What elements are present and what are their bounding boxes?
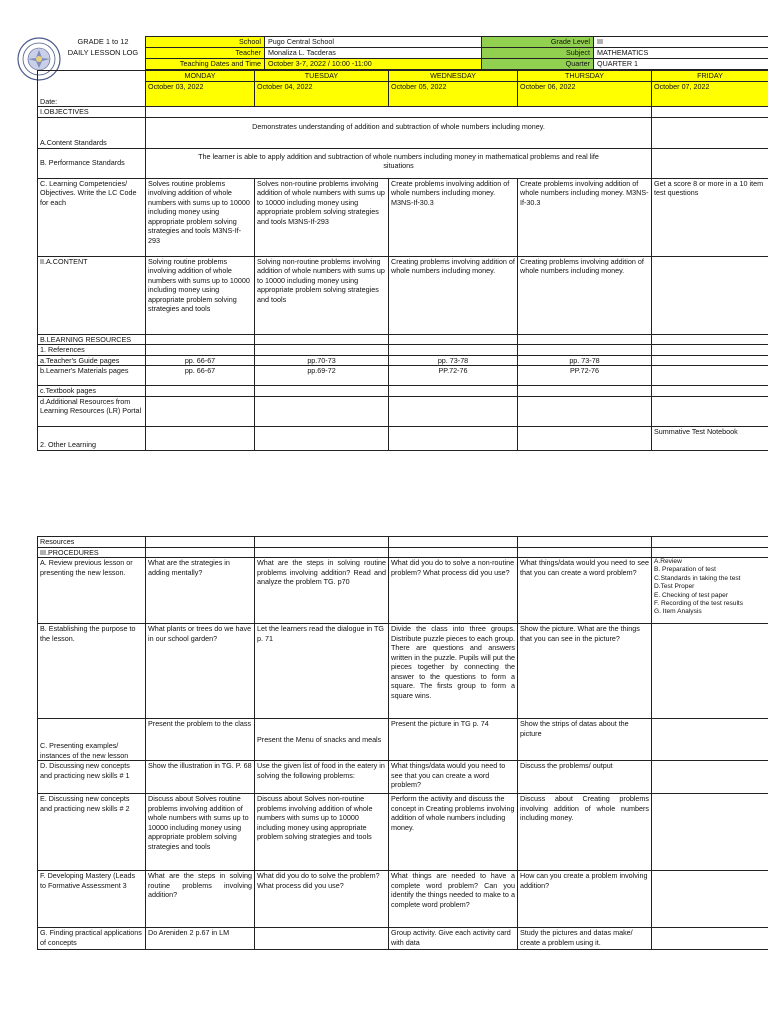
date-monday: October 03, 2022 — [146, 82, 255, 107]
lm-pages-thursday: PP.72-76 — [518, 366, 652, 386]
proc-e-label: E. Discussing new concepts and practicing new skills # 2 — [38, 794, 146, 871]
subject-value: MATHEMATICS — [594, 48, 768, 59]
procedures-heading: III.PROCEDURES — [38, 547, 146, 558]
tg-pages-wednesday: pp. 73-78 — [389, 355, 518, 366]
proc-f-tuesday: What did you do to solve the problem? What process did you use? — [255, 871, 389, 928]
school-value: Pugo Central School — [265, 37, 482, 48]
proc-c-label: C. Presenting examples/ instances of the new lesson — [38, 719, 146, 761]
tg-pages-friday — [652, 355, 768, 366]
school-label: School — [146, 37, 265, 48]
date-wednesday: October 05, 2022 — [389, 82, 518, 107]
performance-standards-label: B. Performance Standards — [38, 148, 146, 178]
date-friday: October 07, 2022 — [652, 82, 768, 107]
quarter-value: QUARTER 1 — [594, 59, 768, 70]
procedures-table — [37, 536, 768, 950]
proc-g-thursday: Study the pictures and datas make/ create a problem using it. — [518, 928, 652, 950]
header-info-table — [145, 36, 768, 70]
proc-d-wednesday: What things/data would you need to see that you can create a word problem? — [389, 761, 518, 794]
content-tuesday: Solving non-routine problems involving addition of whole numbers with sums up to 10000 including money using appropriate problem solving strategies and tools — [255, 256, 389, 334]
resources-label: Resources — [38, 537, 146, 548]
day-header-thursday: THURSDAY — [518, 71, 652, 82]
lm-pages-tuesday: pp.69-72 — [255, 366, 389, 386]
learning-resources-label: B.LEARNING RESOURCES — [38, 334, 146, 345]
competency-friday: Get a score 8 or more in a 10 item test questions — [652, 178, 768, 256]
log-title: DAILY LESSON LOG — [67, 48, 139, 57]
proc-d-monday: Show the illustration in TG. P. 68 — [146, 761, 255, 794]
teacher-value: Monaliza L. Tacderas — [265, 48, 482, 59]
competency-monday: Solves routine problems involving addition of whole numbers with sums up to 10000 including money using appropriate problem solving strategies and tools M3NS-If-293 — [146, 178, 255, 256]
proc-a-label: A. Review previous lesson or presenting the new lesson. — [38, 558, 146, 624]
other-learning-label: 2. Other Learning — [38, 426, 146, 450]
competency-wednesday: Create problems involving addition of whole numbers including money. M3NS-If-30.3 — [389, 178, 518, 256]
content-standards-value: Demonstrates understanding of addition and subtraction of whole numbers including money. — [146, 117, 652, 148]
proc-e-monday: Discuss about Solves routine problems involving addition of whole numbers with sums up to 10000 including money using appropriate problem solving strategies and tools — [146, 794, 255, 871]
proc-e-tuesday: Discuss about Solves non-routine problems involving addition of whole numbers with sums up to 10000 including money using appropriate problem solving strategies and tools — [255, 794, 389, 871]
teachers-guide-label: a.Teacher's Guide pages — [38, 355, 146, 366]
proc-d-tuesday: Use the given list of food in the eatery in solving the following problems: — [255, 761, 389, 794]
proc-a-monday: What are the strategies in adding mentally? — [146, 558, 255, 624]
competency-tuesday: Solves non-routine problems involving addition of whole numbers with sums up to 10000 including money using appropriate problem solving strategies and tools M3NS-If-293 — [255, 178, 389, 256]
lm-pages-friday — [652, 366, 768, 386]
day-header-tuesday: TUESDAY — [255, 71, 389, 82]
proc-d-label: D. Discussing new concepts and practicing new skills # 1 — [38, 761, 146, 794]
competency-thursday: Create problems involving addition of whole numbers including money. M3NS-If-30.3 — [518, 178, 652, 256]
competencies-label: C. Learning Competencies/ Objectives. Write the LC Code for each — [38, 178, 146, 256]
dates-label: Teaching Dates and Time — [146, 59, 265, 70]
proc-a-thursday: What things/data would you need to see that you can create a word problem? — [518, 558, 652, 624]
teacher-label: Teacher — [146, 48, 265, 59]
proc-f-label: F. Developing Mastery (Leads to Formative Assessment 3 — [38, 871, 146, 928]
proc-f-wednesday: What things are needed to have a complete word problem? Can you identify the things needed to make to a complete word problem? — [389, 871, 518, 928]
proc-g-wednesday: Group activity. Give each activity card with data — [389, 928, 518, 950]
grade-level-value: III — [594, 37, 768, 48]
day-header-monday: MONDAY — [146, 71, 255, 82]
quarter-label: Quarter — [482, 59, 594, 70]
learners-materials-label: b.Learner's Materials pages — [38, 366, 146, 386]
proc-e-wednesday: Perform the activity and discuss the concept in Creating problems involving addition of whole numbers including money. — [389, 794, 518, 871]
content-standards-label: A.Content Standards — [38, 117, 146, 148]
proc-g-monday: Do Areniden 2 p.67 in LM — [146, 928, 255, 950]
day-header-wednesday: WEDNESDAY — [389, 71, 518, 82]
tg-pages-monday: pp. 66-67 — [146, 355, 255, 366]
content-thursday: Creating problems involving addition of whole numbers including money. — [518, 256, 652, 334]
proc-b-tuesday: Let the learners read the dialogue in TG p. 71 — [255, 624, 389, 719]
proc-b-monday: What plants or trees do we have in our school garden? — [146, 624, 255, 719]
lm-pages-monday: pp. 66-67 — [146, 366, 255, 386]
proc-c-monday: Present the problem to the class — [146, 719, 255, 761]
lm-pages-wednesday: PP.72-76 — [389, 366, 518, 386]
lesson-log-table — [37, 70, 768, 451]
proc-c-tuesday: Present the Menu of snacks and meals — [255, 719, 389, 761]
proc-b-wednesday: Divide the class into three groups. Distribute puzzle pieces to each group. There are questions and answers written in the puzzle. Pupils will put the pieces together by connecting the answer to the questions to form a square. The firsts group to form a square wins. — [389, 624, 518, 719]
day-header-friday: FRIDAY — [652, 71, 768, 82]
dates-value: October 3-7, 2022 / 10:00 -11:00 — [265, 59, 482, 70]
proc-f-thursday: How can you create a problem involving addition? — [518, 871, 652, 928]
content-wednesday: Creating problems involving addition of whole numbers including money. — [389, 256, 518, 334]
proc-a-tuesday: What are the steps in solving routine problems involving addition? Read and analyze the problem TG. p70 — [255, 558, 389, 624]
additional-resources-label: d.Additional Resources from Learning Resources (LR) Portal — [38, 396, 146, 426]
proc-b-label: B. Establishing the purpose to the lesson. — [38, 624, 146, 719]
content-label: II.A.CONTENT — [38, 256, 146, 334]
performance-standards-value: The learner is able to apply addition and subtraction of whole numbers including money in mathematical problems and real life situations — [146, 148, 652, 178]
proc-c-wednesday: Present the picture in TG p. 74 — [389, 719, 518, 761]
proc-f-monday: What are the steps in solving routine problems involving addition? — [146, 871, 255, 928]
grade-level-label: Grade Level — [482, 37, 594, 48]
proc-g-label: G. Finding practical applications of concepts — [38, 928, 146, 950]
grade-range: GRADE 1 to 12 — [77, 37, 129, 46]
date-label: Date: — [38, 82, 146, 107]
proc-e-thursday: Discuss about Creating problems involving addition of whole numbers including money. — [518, 794, 652, 871]
references-label: 1. References — [38, 345, 146, 356]
content-monday: Solving routine problems involving addition of whole numbers with sums up to 10000 including money using appropriate problem solving strategies and tools — [146, 256, 255, 334]
proc-a-wednesday: What did you do to solve a non-routine problem? What process did you use? — [389, 558, 518, 624]
tg-pages-tuesday: pp.70-73 — [255, 355, 389, 366]
content-friday — [652, 256, 768, 334]
proc-a-friday: A.Review B. Preparation of test C.Standards in taking the test D.Test Proper E. Checking of test paper F. Recording of the test results G. Item Analysis — [652, 558, 768, 624]
header-left — [62, 36, 144, 58]
proc-d-thursday: Discuss the problems/ output — [518, 761, 652, 794]
date-thursday: October 06, 2022 — [518, 82, 652, 107]
date-tuesday: October 04, 2022 — [255, 82, 389, 107]
objectives-heading: I.OBJECTIVES — [38, 107, 146, 118]
other-learning-friday: Summative Test Notebook — [652, 426, 768, 450]
proc-c-thursday: Show the strips of datas about the picture — [518, 719, 652, 761]
subject-label: Subject — [482, 48, 594, 59]
tg-pages-thursday: pp. 73-78 — [518, 355, 652, 366]
proc-b-thursday: Show the picture. What are the things that you can see in the picture? — [518, 624, 652, 719]
textbook-label: c.Textbook pages — [38, 386, 146, 397]
